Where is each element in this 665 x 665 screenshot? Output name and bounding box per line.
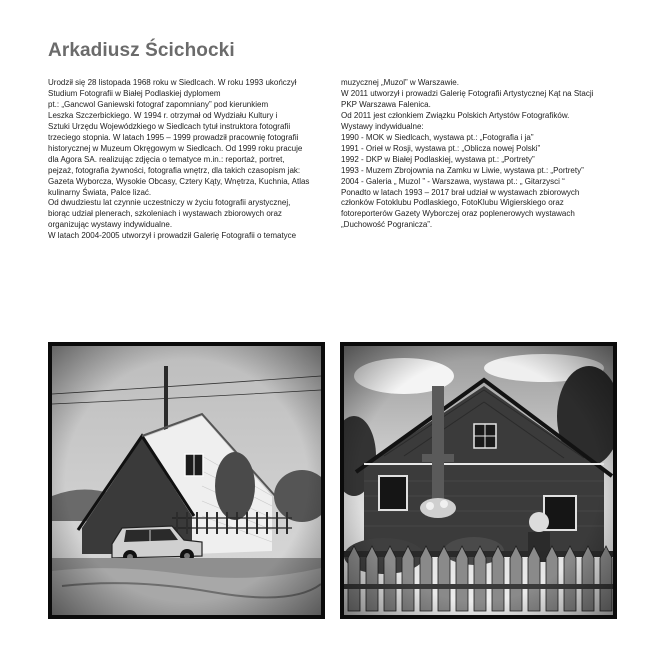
text-line: muzycznej „Muzol” w Warszawie. [341,78,459,87]
text-line: pejzaż, fotografia żywności, fotografia wnętrz, dla takich czasopism jak: [48,165,301,175]
text-line: historycznej w Muzeum Okręgowym w Siedlcach. Od 1999 roku pracuje [48,143,303,153]
text-line: Studium Fotografii w Białej Podlaskiej dyplomem [48,88,221,98]
text-line: W 2011 utworzył i prowadzi Galerię Fotografii Artystycznej Kąt na Stacji [341,88,594,98]
text-line: członków Fotoklubu Podlaskiego, FotoKlubu Wigierskiego oraz [341,198,564,208]
text-line: 1991 - Orieł w Rosji, wystawa pt.: „Oblicza nowej Polski” [341,143,541,153]
house-with-car-image [52,346,321,615]
house-with-fence-image [344,346,613,615]
text-line: „Duchowość Pogranicza”. [341,220,433,230]
text-line: organizując wystawy indywidualne. [48,220,173,230]
text-line: dla Agora SA. realizując zdjęcia o tematyce m.in.: reportaż, portret, [48,154,285,164]
text-line: Sztuki Urzędu Wojewódzkiego w Siedlcach tytuł instruktora fotografii [48,121,291,131]
text-line: kulinarny Świata, Palce lizać. [48,187,152,197]
text-line: Wystawy indywidualne: [341,121,424,131]
text-line: Gazeta Wyborcza, Wysokie Obcasy, Cztery Kąty, Wnętrza, Kuchnia, Atlas [48,176,310,186]
text-line: PKP Warszawa Falenica. [341,99,431,109]
photo-house-with-fence [340,342,617,619]
text-line: trzeciego stopnia. W latach 1995 – 1999 prowadził pracownię fotografii [48,132,299,142]
text-line: 2004 - Galeria „ Muzol ” - Warszawa, wystawa pt.: „ Gitarzysci “ [341,176,565,186]
text-line: Ponadto w latach 1993 – 2017 brał udział w wystawach zbiorowych [341,187,580,197]
text-line: Urodził się 28 listopada 1968 roku w Siedlcach. W roku 1993 ukończył [48,78,297,87]
text-line: 1993 - Muzem Zbrojownia na Zamku w Liwie, wystawa pt.: „Portrety” [341,165,584,175]
text-line: pt.: „Gancwol Ganiewski fotograf zapomniany” pod kierunkiem [48,99,269,109]
text-line: 1992 - DKP w Białej Podlaskiej, wystawa pt.: „Portrety” [341,154,535,164]
text-line: W latach 2004-2005 utworzył i prowadził Galerię Fotografii o tematyce [48,231,297,241]
page-title: Arkadiusz Ścichocki [48,40,235,61]
biography-column-right [341,78,621,231]
photo-house-with-car [48,342,325,619]
text-line: 1990 - MOK w Siedlcach, wystawa pt.: „Fotografia i ja” [341,132,534,142]
text-line: fotoreporterów Gazety Wyborczej oraz poplenerowych wystawach [341,209,575,219]
biography-column-left [48,78,328,242]
text-line: biorąc udział plenerach, szkoleniach i wystawach zbiorowych oraz [48,209,282,219]
text-line: Od dwudziestu lat czynnie uczestniczy w życiu fotografii arystycznej, [48,198,291,208]
text-line: Od 2011 jest członkiem Związku Polskich Artystów Fotografików. [341,110,570,120]
text-line: Leszka Szczerbickiego. W 1994 r. otrzymał od Wydziału Kultury i [48,110,278,120]
